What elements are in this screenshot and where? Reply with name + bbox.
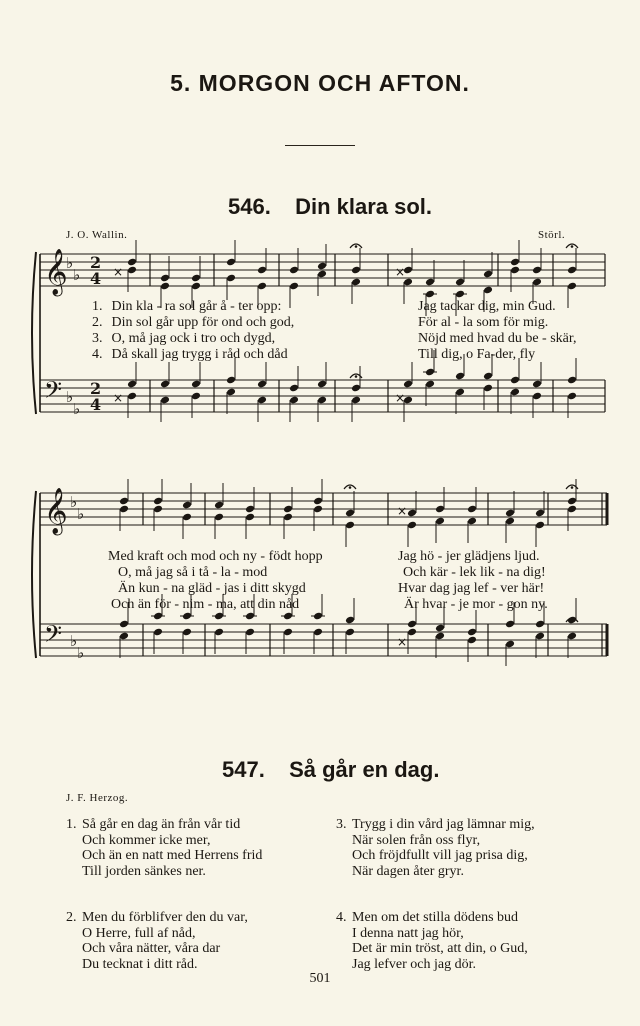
rest-symbol: ×: [397, 635, 408, 649]
rest-symbol: ×: [395, 391, 406, 405]
lyric-text: O, må jag ock i tro och dygd,: [111, 331, 276, 346]
verse-number: 3.: [336, 817, 347, 832]
verse-line: Men du förblifver den du var,: [82, 910, 248, 925]
lyric-text: Jag tackar dig, min Gud.: [418, 299, 556, 314]
verse-line: Och än en natt med Herrens frid: [82, 848, 263, 863]
flat-sign: ♭: [66, 254, 74, 272]
rest-symbol: ×: [397, 504, 408, 518]
treble-clef: 𝄞: [44, 488, 68, 534]
system-brace: [32, 491, 36, 658]
verse-number: 2.: [92, 315, 103, 330]
verse-line: Så går en dag än från vår tid: [82, 817, 241, 832]
section-heading: 5. MORGON OCH AFTON.: [170, 70, 470, 96]
hymn-547-number: 547.: [222, 757, 265, 782]
verse-number: 2.: [66, 910, 77, 925]
verse-3: [336, 817, 535, 879]
verse-number: 4.: [92, 347, 103, 362]
verse-number: 3.: [92, 331, 103, 346]
lyric-line: [92, 331, 275, 347]
lyric-text: Jag hö - jer glädjens ljud.: [398, 549, 540, 564]
verse-line: Du tecknat i ditt råd.: [82, 956, 198, 972]
flat-sign: ♭: [73, 400, 81, 418]
flat-sign: ♭: [77, 644, 85, 662]
lyric-text: Är hvar - je mor - gon ny.: [404, 597, 548, 612]
system-brace: [32, 252, 36, 414]
lyric-text: O, må jag så i tå - la - mod: [118, 565, 268, 580]
fermata-dot: [355, 245, 358, 248]
bass-clef: 𝄢: [44, 376, 63, 409]
lyric-text: Din sol går upp för ond och god,: [111, 315, 295, 330]
bass-clef: 𝄢: [44, 620, 63, 653]
verse-line: Trygg i din vård jag lämnar mig,: [352, 817, 535, 832]
flat-sign: ♭: [70, 493, 78, 511]
rest-symbol: ×: [113, 391, 124, 405]
time-signature-bottom: 4: [90, 269, 102, 288]
verse-number: 1.: [92, 299, 103, 314]
rest-symbol: ×: [113, 265, 124, 279]
fermata-dot: [349, 486, 352, 489]
verse-number: 4.: [336, 910, 347, 925]
verse-line: Och våra nätter, våra dar: [82, 941, 221, 956]
treble-staff: [40, 254, 605, 286]
fermata-dot: [571, 486, 574, 489]
lyric-text: Då skall jag trygg i råd och dåd: [111, 347, 288, 362]
time-signature-bottom: 4: [90, 395, 102, 414]
lyric-text: Hvar dag jag lef - ver här!: [398, 581, 545, 596]
bass-staff: [40, 624, 607, 656]
lyric-line: [92, 347, 288, 363]
lyric-text: Nöjd med hvad du be - skär,: [418, 331, 577, 346]
hymn-546-composer: Störl.: [538, 229, 566, 241]
flat-sign: ♭: [70, 632, 78, 650]
verse-1: [66, 817, 262, 879]
flat-sign: ♭: [77, 505, 85, 523]
verse-line: När dagen åter gryr.: [352, 863, 464, 879]
hymn-547-name: Så går en dag.: [289, 757, 440, 782]
fermata-dot: [571, 619, 574, 622]
flat-sign: ♭: [66, 388, 74, 406]
verse-line: O Herre, full af nåd,: [82, 925, 196, 941]
lyric-text: För al - la som för mig.: [418, 315, 549, 330]
fermata-dot: [355, 375, 358, 378]
flat-sign: ♭: [73, 266, 81, 284]
lyric-text: Och kär - lek lik - na dig!: [403, 565, 546, 580]
treble-clef: 𝄞: [44, 249, 68, 295]
hymn-546-author: J. O. Wallin.: [66, 229, 128, 241]
verse-line: Det är min tröst, att din, o Gud,: [352, 941, 528, 956]
time-signature-top: 2: [90, 379, 102, 398]
lyric-text: Och än för - nim - ma, att din nåd: [111, 597, 300, 612]
lyric-text: Med kraft och mod och ny - födt hopp: [108, 549, 323, 564]
verse-number: 1.: [66, 817, 77, 832]
verse-line: Jag lefver och jag dör.: [352, 956, 477, 972]
time-signature-top: 2: [90, 253, 102, 272]
verse-line: Och kommer icke mer,: [82, 832, 211, 848]
lyric-line: [92, 299, 281, 315]
hymn-547-title: [222, 757, 439, 783]
verse-line: Men om det stilla dödens bud: [352, 910, 519, 925]
verse-line: I denna natt jag hör,: [352, 925, 464, 941]
lyric-text: Din kla - ra sol går å - ter opp:: [111, 299, 282, 314]
lyric-text: Än kun - na gläd - jas i ditt skygd: [118, 581, 306, 596]
verse-line: Och fröjdfullt vill jag prisa dig,: [352, 848, 528, 863]
lyric-text: Till dig, o Fa-der, fly: [418, 347, 536, 362]
page-number: 501: [309, 971, 331, 986]
hymn-546-number: 546.: [228, 194, 271, 219]
verse-4: [336, 910, 528, 972]
hymn-546-name: Din klara sol.: [295, 194, 433, 219]
verse-2: [66, 910, 248, 972]
lyric-line: [92, 315, 294, 331]
fermata-dot: [571, 245, 574, 248]
verse-line: Till jorden sänkes ner.: [82, 863, 206, 879]
rest-symbol: ×: [395, 265, 406, 279]
hymn-547-author: J. F. Herzog.: [66, 792, 129, 804]
verse-line: När solen från oss flyr,: [352, 832, 481, 848]
